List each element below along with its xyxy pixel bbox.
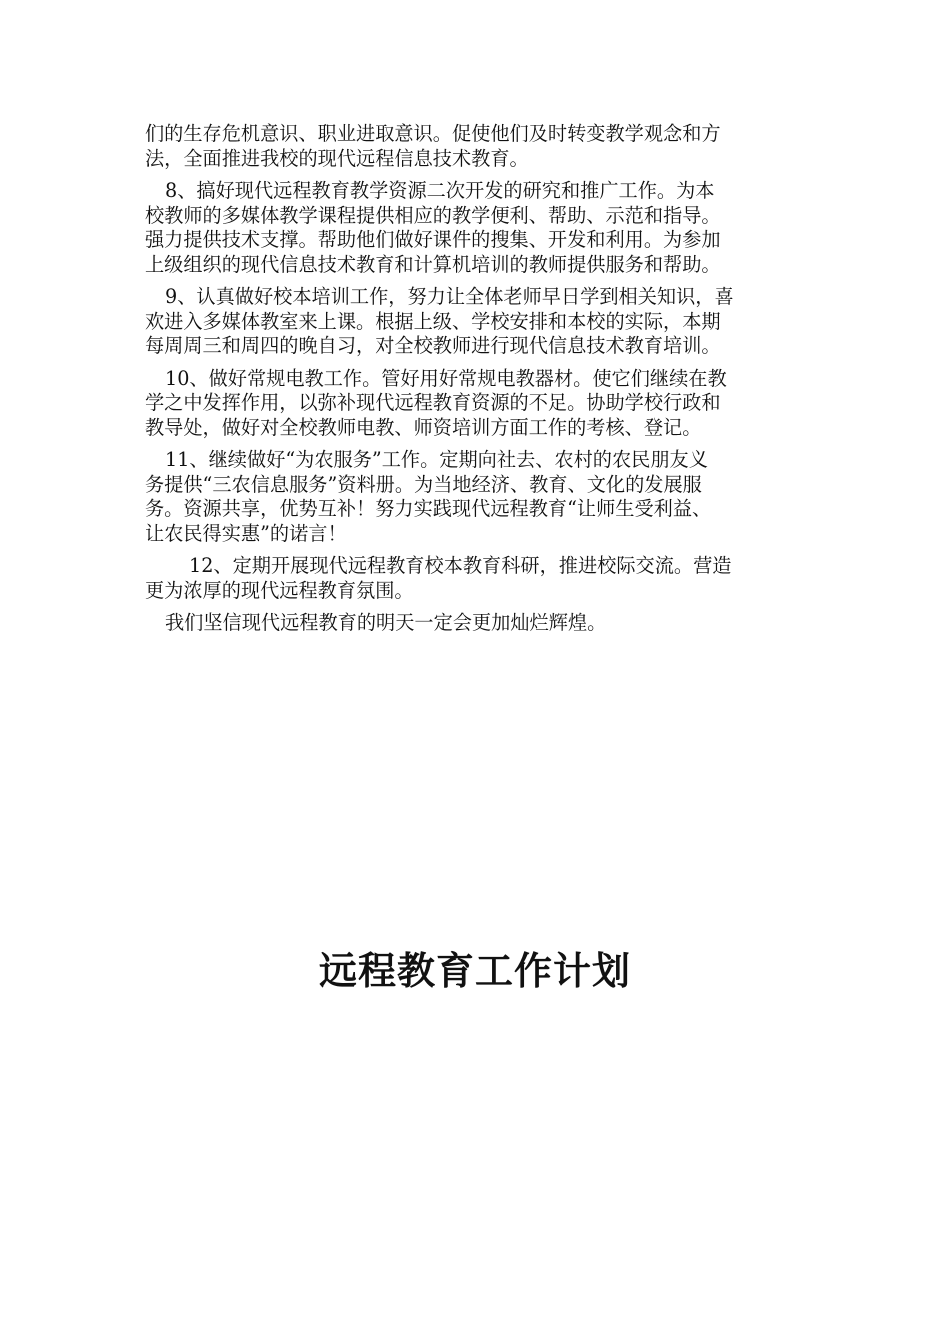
document-body	[145, 122, 810, 644]
text-line: 法，全面推进我校的现代远程信息技术教育。	[145, 146, 529, 170]
paragraph-item-11	[145, 448, 810, 546]
paragraph-item-10	[145, 367, 810, 441]
text-line: 务。资源共享，优势互补！努力实践现代远程教育“让师生受利益、	[145, 497, 712, 520]
text-line: 更为浓厚的现代远程教育氛围。	[145, 578, 414, 602]
text-line: 们的生存危机意识、职业进取意识。促使他们及时转变教学观念和方	[145, 122, 721, 145]
paragraph-item-9	[145, 285, 810, 359]
text-line: 12、定期开展现代远程教育校本教育科研，推进校际交流。营造	[189, 554, 732, 577]
text-line: 欢进入多媒体教室来上课。根据上级、学校安排和本校的实际，本期	[145, 309, 721, 333]
text-line: 强力提供技术支撑。帮助他们做好课件的搜集、开发和利用。为参加	[145, 228, 721, 251]
text-line: 每周周三和周四的晚自习，对全校教师进行现代信息技术教育培训。	[145, 334, 721, 357]
text-line: 务提供“三农信息服务”资料册。为当地经济、教育、文化的发展服	[145, 472, 702, 496]
text-line: 上级组织的现代信息技术教育和计算机培训的教师提供服务和帮助。	[145, 252, 721, 276]
text-line: 让农民得实惠”的诺言！	[145, 521, 347, 545]
text-line: 9、认真做好校本培训工作，努力让全体老师早日学到相关知识，喜	[165, 285, 734, 308]
closing-sentence: 我们坚信现代远程教育的明天一定会更加灿烂辉煌。	[165, 611, 607, 634]
paragraph-item-8	[145, 179, 810, 277]
paragraph-continuation	[145, 122, 810, 171]
text-line: 11、继续做好“为农服务”工作。定期向社去、农村的农民朋友义	[165, 448, 708, 471]
text-line: 10、做好常规电教工作。管好用好常规电教器材。使它们继续在教	[165, 366, 727, 390]
text-line: 8、搞好现代远程教育教学资源二次开发的研究和推广工作。为本	[165, 179, 715, 202]
paragraph-item-12	[145, 554, 810, 603]
text-line: 校教师的多媒体教学课程提供相应的教学便利、帮助、示范和指导。	[145, 203, 721, 227]
text-line: 教导处，做好对全校教师电教、师资培训方面工作的考核、登记。	[145, 415, 702, 439]
document-title: 远程教育工作计划	[318, 949, 631, 993]
text-line: 学之中发挥作用，以弥补现代远程教育资源的不足。协助学校行政和	[145, 391, 721, 414]
